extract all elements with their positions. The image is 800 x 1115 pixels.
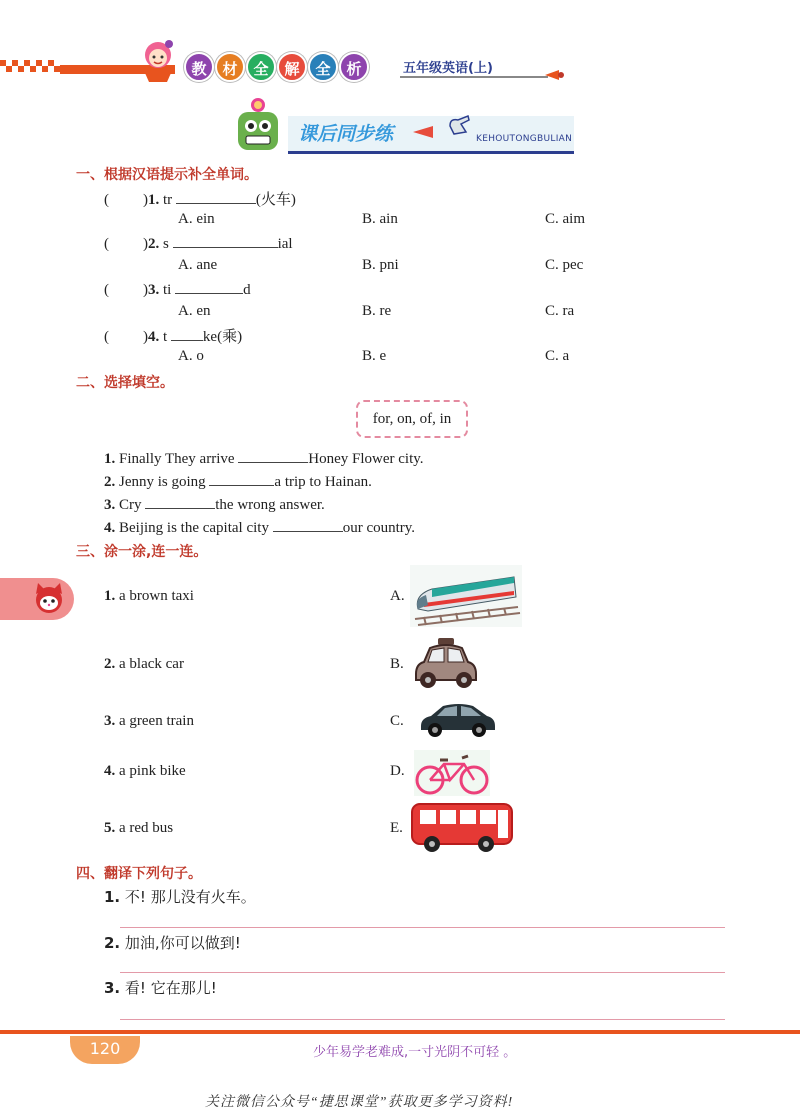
title-char-3: 全 bbox=[246, 52, 276, 82]
pointing-hand-icon bbox=[446, 112, 472, 138]
s3-item-3[interactable] bbox=[104, 713, 194, 730]
item-number: 4. bbox=[104, 763, 116, 779]
title-char-4: 解 bbox=[277, 52, 307, 82]
sentence-number: 1. bbox=[104, 451, 116, 467]
footer-note: 关注微信公众号“捷思课堂”获取更多学习资料! bbox=[205, 1095, 514, 1110]
cartoon-cat-icon bbox=[30, 580, 68, 618]
answer-paren-close: ) bbox=[143, 329, 148, 345]
sentence-end: the wrong answer. bbox=[215, 497, 325, 513]
pen-tip-icon bbox=[545, 68, 565, 82]
item-text: a pink bike bbox=[119, 763, 186, 779]
item-number: 2. bbox=[104, 656, 116, 672]
word-prefix: tr bbox=[163, 192, 173, 208]
answer-line-3[interactable] bbox=[120, 1019, 725, 1020]
footer-rule bbox=[0, 1030, 800, 1034]
item-number: 1. bbox=[104, 588, 116, 604]
s1-option-3c[interactable]: C. ra bbox=[545, 303, 575, 319]
s4-sentence-1 bbox=[104, 886, 256, 907]
answer-paren-open: ( bbox=[104, 236, 109, 252]
word-suffix: ke(乘) bbox=[202, 329, 243, 345]
fill-blank[interactable] bbox=[273, 518, 343, 532]
s2-sentence-4 bbox=[104, 518, 415, 537]
s4-sentence-3 bbox=[104, 977, 217, 998]
sentence-number: 1. bbox=[104, 888, 121, 906]
taxi-icon[interactable] bbox=[410, 636, 482, 692]
title-char-1: 教 bbox=[184, 52, 214, 82]
s3-letter-c[interactable]: C. bbox=[390, 713, 404, 729]
s1-question-4 bbox=[104, 325, 242, 346]
section2-title: 二、选择填空。 bbox=[76, 375, 174, 391]
s1-option-1c[interactable]: C. aim bbox=[545, 211, 585, 227]
monster-mascot-icon bbox=[228, 96, 290, 158]
sentence-number: 2. bbox=[104, 474, 116, 490]
s3-letter-d[interactable]: D. bbox=[390, 763, 405, 779]
s2-sentence-1 bbox=[104, 449, 424, 468]
fill-blank[interactable] bbox=[175, 280, 243, 294]
answer-paren-open: ( bbox=[104, 282, 109, 298]
sentence-start: Cry bbox=[119, 497, 142, 513]
section1-title: 一、根据汉语提示补全单词。 bbox=[76, 167, 258, 183]
item-number: 3. bbox=[104, 713, 116, 729]
black-car-icon[interactable] bbox=[417, 698, 497, 742]
answer-paren-close: ) bbox=[143, 192, 148, 208]
sentence-start: Finally They arrive bbox=[119, 451, 235, 467]
answer-paren-open: ( bbox=[104, 329, 109, 345]
answer-paren-close: ) bbox=[143, 282, 148, 298]
word-prefix: s bbox=[163, 236, 169, 252]
s1-option-1b[interactable]: B. ain bbox=[362, 211, 398, 227]
fill-blank[interactable] bbox=[176, 190, 256, 204]
s3-letter-b[interactable]: B. bbox=[390, 656, 404, 672]
sentence-number: 3. bbox=[104, 497, 116, 513]
banner-pinyin: KEHOUTONGBULIAN bbox=[476, 134, 573, 144]
item-text: a red bus bbox=[119, 820, 174, 836]
sentence-end: Honey Flower city. bbox=[308, 451, 424, 467]
section3-title: 三、涂一涂,连一连。 bbox=[76, 544, 208, 560]
sentence-end: a trip to Hainan. bbox=[274, 474, 372, 490]
s1-question-2 bbox=[104, 234, 293, 253]
s3-item-2[interactable] bbox=[104, 656, 184, 673]
s3-item-5[interactable] bbox=[104, 820, 173, 837]
train-icon[interactable] bbox=[410, 565, 522, 627]
s4-sentence-2 bbox=[104, 932, 241, 953]
sentence-start: Beijing is the capital city bbox=[119, 520, 269, 536]
title-char-5: 全 bbox=[308, 52, 338, 82]
sentence-text: 加油,你可以做到! bbox=[124, 934, 241, 952]
answer-paren-open: ( bbox=[104, 192, 109, 208]
sentence-text: 不! 那儿没有火车。 bbox=[124, 888, 256, 906]
sentence-text: 看! 它在那儿! bbox=[124, 979, 217, 997]
sentence-number: 3. bbox=[104, 979, 121, 997]
sentence-number: 2. bbox=[104, 934, 121, 952]
item-text: a black car bbox=[119, 656, 184, 672]
page-header bbox=[0, 0, 800, 95]
item-number: 5. bbox=[104, 820, 116, 836]
page-number: 120 bbox=[70, 1036, 140, 1064]
question-number: 3. bbox=[148, 282, 160, 298]
mascot-girl-icon bbox=[133, 35, 183, 83]
s3-item-1[interactable] bbox=[104, 588, 194, 605]
title-char-6: 析 bbox=[339, 52, 369, 82]
grade-label: 五年级英语(上) bbox=[403, 61, 493, 76]
word-suffix: d bbox=[243, 282, 251, 298]
question-number: 4. bbox=[148, 329, 160, 345]
item-text: a brown taxi bbox=[119, 588, 194, 604]
s1-question-3 bbox=[104, 280, 251, 299]
fill-blank[interactable] bbox=[145, 495, 215, 509]
s1-option-1a[interactable]: A. ein bbox=[178, 211, 215, 227]
fill-blank[interactable] bbox=[238, 449, 308, 463]
arrow-icon bbox=[413, 124, 443, 140]
pink-bike-icon[interactable] bbox=[414, 750, 490, 796]
s1-option-3b[interactable]: B. re bbox=[362, 303, 392, 319]
s1-option-2c[interactable]: C. pec bbox=[545, 257, 584, 273]
s2-sentence-2 bbox=[104, 472, 372, 491]
sentence-end: our country. bbox=[342, 520, 416, 536]
word-prefix: ti bbox=[163, 282, 172, 298]
item-text: a green train bbox=[119, 713, 194, 729]
s1-option-4b[interactable]: B. e bbox=[362, 348, 387, 364]
s1-option-2a[interactable]: A. ane bbox=[178, 257, 218, 273]
s2-sentence-3 bbox=[104, 495, 325, 514]
s1-option-4c[interactable]: C. a bbox=[545, 348, 570, 364]
fill-blank[interactable] bbox=[209, 472, 274, 486]
s1-option-4a[interactable]: A. o bbox=[178, 348, 204, 364]
question-number: 1. bbox=[148, 192, 160, 208]
word-bank-box: for, on, of, in bbox=[356, 400, 468, 438]
answer-line-1[interactable] bbox=[120, 927, 725, 928]
exercise-banner bbox=[228, 96, 574, 158]
s1-option-2b[interactable]: B. pni bbox=[362, 257, 399, 273]
s3-letter-a[interactable]: A. bbox=[390, 588, 405, 604]
s1-question-1 bbox=[104, 188, 296, 209]
title-char-2: 材 bbox=[215, 52, 245, 82]
s3-item-4[interactable] bbox=[104, 763, 186, 780]
answer-paren-close: ) bbox=[143, 236, 148, 252]
word-suffix: (火车) bbox=[255, 192, 296, 208]
footer-motto: 少年易学老难成,一寸光阴不可轻 。 bbox=[313, 1045, 517, 1060]
section4-title: 四、翻译下列句子。 bbox=[76, 866, 202, 882]
banner-title: 课后同步练 bbox=[298, 123, 394, 145]
answer-line-2[interactable] bbox=[120, 972, 725, 973]
sentence-number: 4. bbox=[104, 520, 116, 536]
sentence-start: Jenny is going bbox=[119, 474, 206, 490]
header-rule bbox=[400, 76, 548, 78]
s3-letter-e[interactable]: E. bbox=[390, 820, 403, 836]
question-number: 2. bbox=[148, 236, 160, 252]
word-prefix: t bbox=[163, 329, 168, 345]
red-bus-icon[interactable] bbox=[410, 800, 514, 856]
word-suffix: ial bbox=[277, 236, 293, 252]
fill-blank[interactable] bbox=[173, 234, 278, 248]
s1-option-3a[interactable]: A. en bbox=[178, 303, 211, 319]
fill-blank[interactable] bbox=[171, 327, 203, 341]
